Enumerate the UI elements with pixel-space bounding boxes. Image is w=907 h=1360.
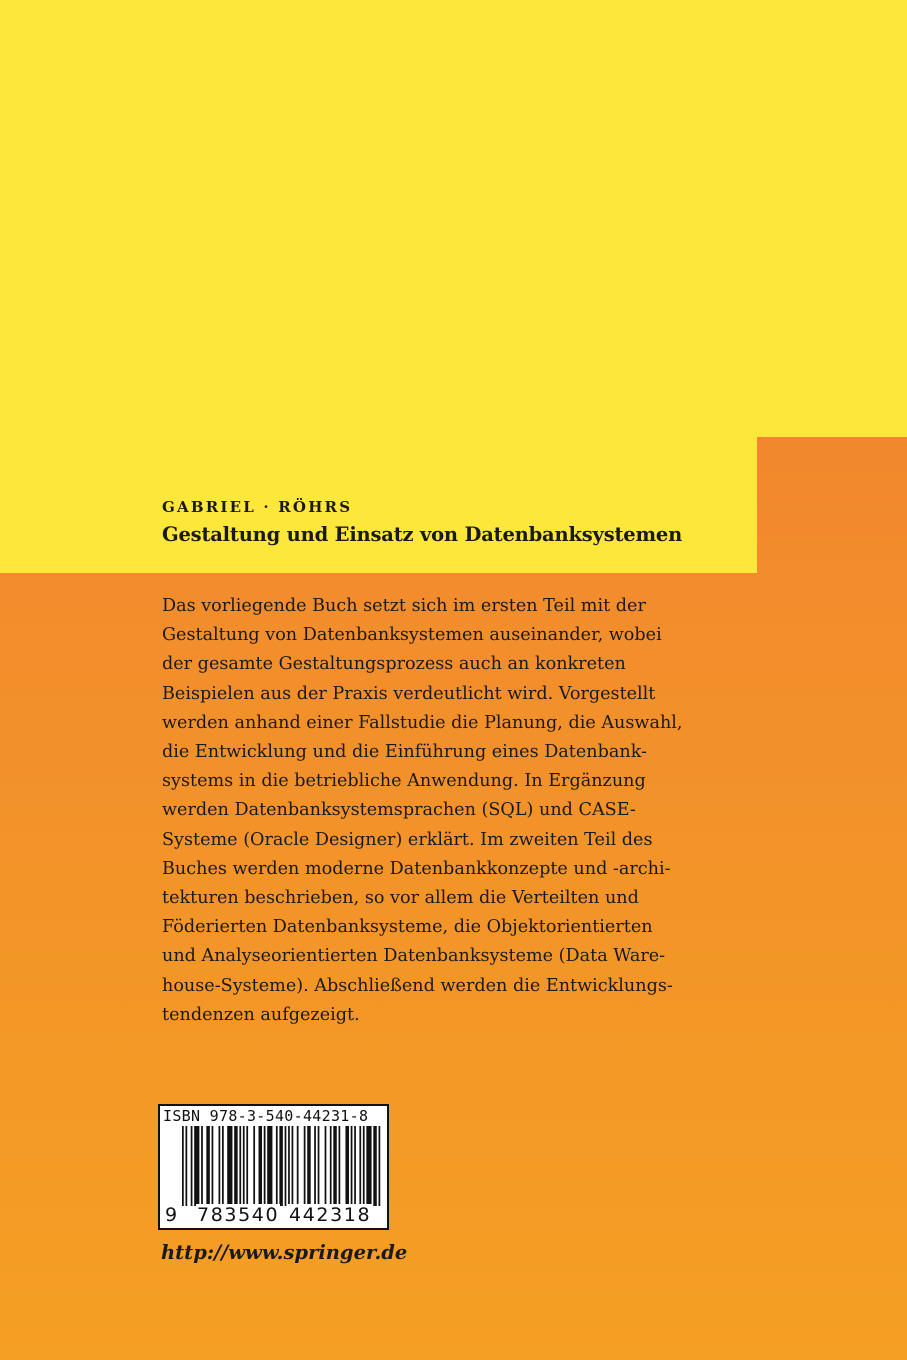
- barcode-bar: [267, 1126, 272, 1206]
- barcode-bar: [191, 1126, 193, 1206]
- description-line: tendenzen aufgezeigt.: [162, 1004, 360, 1025]
- barcode-bar: [304, 1126, 306, 1206]
- description: [162, 592, 732, 1030]
- barcode-right-group: 442318: [289, 1204, 372, 1226]
- barcode-bar: [333, 1126, 336, 1206]
- description-line: werden anhand einer Fallstudie die Planung, die Auswahl,: [162, 712, 683, 733]
- barcode-bar: [234, 1126, 237, 1206]
- barcode-first-digit: 9: [165, 1204, 179, 1226]
- barcode-bar: [219, 1126, 221, 1206]
- barcode-bar: [185, 1126, 187, 1206]
- barcode-bars: [182, 1126, 382, 1206]
- publisher-url: http://www.springer.de: [161, 1241, 408, 1264]
- description-line: Beispielen aus der Praxis verdeutlicht wird. Vorgestellt: [162, 683, 656, 704]
- description-line: Gestaltung von Datenbanksystemen auseinander, wobei: [162, 625, 662, 646]
- isbn-barcode: [158, 1104, 389, 1230]
- barcode-bar: [307, 1126, 310, 1206]
- description-line: und Analyseorientierten Datenbanksysteme (Data Ware-: [162, 946, 666, 967]
- barcode-bar: [206, 1126, 209, 1206]
- barcode-bar: [239, 1126, 241, 1206]
- barcode-bar: [243, 1126, 245, 1206]
- barcode-bar: [201, 1126, 203, 1206]
- barcode-bar: [363, 1126, 365, 1206]
- book-title: Gestaltung und Einsatz von Datenbanksystemen: [162, 523, 683, 546]
- barcode-bar: [259, 1126, 262, 1206]
- barcode-bar: [373, 1126, 376, 1206]
- authors: GABRIEL · RÖHRS: [162, 498, 353, 516]
- barcode-bar: [330, 1126, 332, 1206]
- barcode-bar: [339, 1126, 341, 1206]
- barcode-bar: [366, 1126, 371, 1206]
- barcode-bar: [314, 1126, 316, 1206]
- barcode-bar: [194, 1126, 199, 1206]
- yellow-title-band: [0, 437, 757, 573]
- barcode-bar: [379, 1126, 381, 1206]
- description-line: systems in die betriebliche Anwendung. In Ergänzung: [162, 771, 646, 792]
- isbn-text: ISBN 978-3-540-44231-8: [163, 1107, 369, 1125]
- barcode-bar: [325, 1126, 327, 1206]
- barcode-bar: [222, 1126, 224, 1206]
- barcode-bar: [246, 1126, 248, 1206]
- barcode-bar: [359, 1126, 361, 1206]
- barcode-bar: [279, 1126, 282, 1206]
- description-line: Föderierten Datenbanksysteme, die Objektorientierten: [162, 917, 653, 938]
- barcode-bar: [354, 1126, 356, 1206]
- description-line: die Entwicklung und die Einführung eines Datenbank-: [162, 742, 647, 763]
- barcode-bar: [297, 1126, 299, 1206]
- barcode-bar: [253, 1126, 255, 1206]
- description-line: tekturen beschrieben, so vor allem die Verteilten und: [162, 888, 639, 909]
- barcode-bar: [288, 1126, 290, 1206]
- barcode-bar: [264, 1126, 266, 1206]
- barcode-digits: [160, 1204, 387, 1228]
- barcode-bar: [212, 1126, 214, 1206]
- barcode-bar: [318, 1126, 320, 1206]
- barcode-left-group: 783540: [197, 1204, 280, 1226]
- barcode-bar: [285, 1126, 287, 1206]
- yellow-top-panel: [0, 0, 907, 437]
- barcode-bar: [292, 1126, 294, 1206]
- description-line: Buches werden moderne Datenbankkonzepte und -archi-: [162, 858, 671, 879]
- barcode-bar: [182, 1126, 184, 1206]
- description-line: house-Systeme). Abschließend werden die Entwicklungs-: [162, 975, 673, 996]
- barcode-bar: [227, 1126, 232, 1206]
- description-line: Systeme (Oracle Designer) erklärt. Im zweiten Teil des: [162, 829, 653, 850]
- barcode-bar: [351, 1126, 353, 1206]
- description-line: Das vorliegende Buch setzt sich im ersten Teil mit der: [162, 596, 646, 616]
- description-line: der gesamte Gestaltungsprozess auch an konkreten: [162, 654, 626, 675]
- barcode-bar: [276, 1126, 278, 1206]
- barcode-bar: [345, 1126, 348, 1206]
- description-line: werden Datenbanksystemsprachen (SQL) und CASE-: [162, 800, 636, 821]
